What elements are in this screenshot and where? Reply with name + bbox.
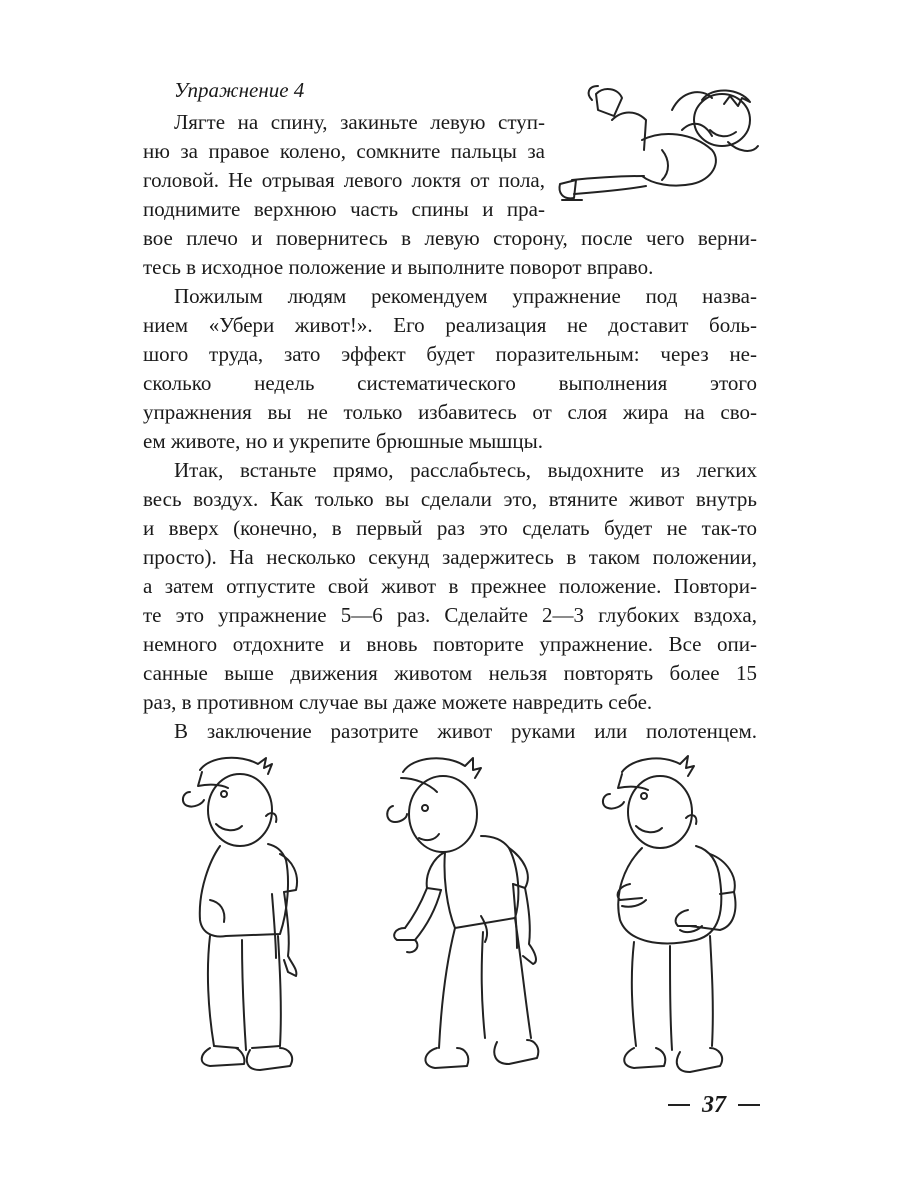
dash-left — [668, 1104, 690, 1106]
text-line: поднимите верхнюю часть спины и пра- — [143, 197, 545, 221]
text-line: ем животе, но и укрепите брюшные мышцы. — [143, 429, 543, 453]
leaning-man-illustration — [385, 748, 560, 1078]
text-line: головой. Не отрывая левого локтя от пола, — [143, 168, 545, 192]
text-line: ню за правое колено, сомкните пальцы за — [143, 139, 545, 163]
text-line: и вверх (конечно, в первый раз это сделать будет не так-то — [143, 516, 757, 540]
text-line: весь воздух. Как только вы сделали это, втяните живот внутрь — [143, 487, 757, 511]
text-line: упражнения вы не только избавитесь от слоя жира на сво- — [143, 400, 757, 424]
text-line: Лягте на спину, закиньте левую ступ- — [174, 110, 545, 134]
page-number — [664, 1090, 764, 1120]
text-line: Пожилым людям рекомендуем упражнение под назва- — [174, 284, 757, 308]
text-line: а затем отпустите свой живот в прежнее положение. Повтори- — [143, 574, 757, 598]
dash-right — [738, 1104, 760, 1106]
text-line: тесь в исходное положение и выполните поворот вправо. — [143, 255, 654, 279]
text-line: шого труда, зато эффект будет поразительным: через не- — [143, 342, 757, 366]
text-line: раз, в противном случае вы даже можете навредить себе. — [143, 690, 653, 714]
text-line: В заключение разотрите живот руками или полотенцем. — [174, 719, 757, 743]
text-line: сколько недель систематического выполнения этого — [143, 371, 757, 395]
page-number-text: 37 — [702, 1091, 726, 1118]
belly-holding-man-illustration — [600, 750, 760, 1080]
lying-twist-illustration — [552, 80, 772, 205]
text-line: Итак, встаньте прямо, расслабьтесь, выдохните из легких — [174, 458, 757, 482]
exercise-heading: Упражнение 4 — [174, 78, 305, 102]
text-line: нием «Убери живот!». Его реализация не доставит боль- — [143, 313, 757, 337]
text-line: просто). На несколько секунд задержитесь в таком положении, — [143, 545, 757, 569]
text-line: санные выше движения животом нельзя повторять более 15 — [143, 661, 757, 685]
text-line: вое плечо и повернитесь в левую сторону, после чего верни- — [143, 226, 757, 250]
text-line: те это упражнение 5—6 раз. Сделайте 2—3 глубоких вздоха, — [143, 603, 757, 627]
text-line: немного отдохните и вновь повторите упражнение. Все опи- — [143, 632, 757, 656]
standing-man-illustration — [180, 750, 320, 1090]
